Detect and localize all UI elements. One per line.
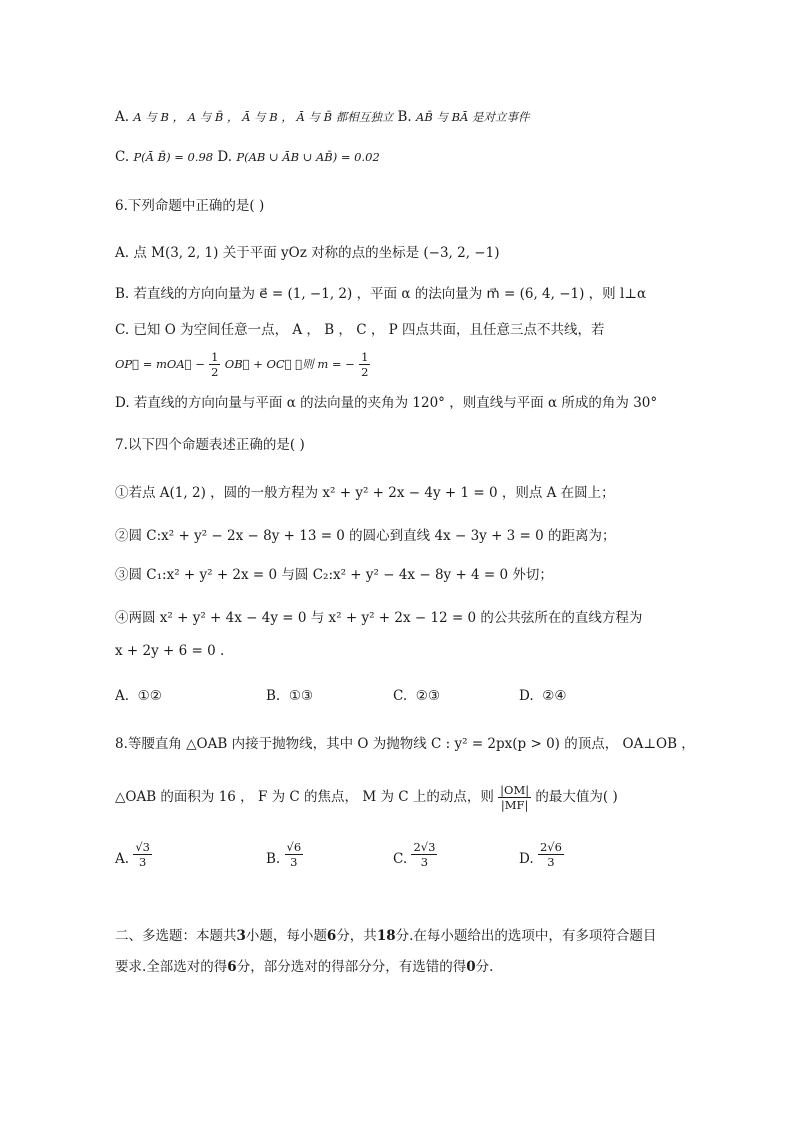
- section2-text: 分，共: [336, 928, 377, 944]
- section2-number: 18: [376, 928, 396, 944]
- fraction-denominator: 2: [361, 365, 369, 379]
- q7-option-b: [266, 686, 313, 706]
- section2-text: 分，部分选对的得部分分，有选错的得: [236, 959, 467, 975]
- q7-option-b-label: B.: [266, 688, 281, 704]
- q7-option-b-text: ①③: [288, 688, 314, 704]
- fraction-numerator: 1: [211, 350, 219, 364]
- q5-option-b-label: B.: [397, 109, 412, 125]
- section2-number: 3: [236, 928, 246, 944]
- fraction-numerator: 1: [361, 350, 369, 364]
- fraction-denominator: 3: [139, 855, 147, 869]
- q7-option-c: [393, 686, 440, 706]
- q5-option-b-text: AB̄ 与 BĀ 是对立事件: [416, 110, 530, 124]
- fraction-denominator: |MF|: [500, 798, 529, 812]
- q8-ratio-fraction: [498, 783, 531, 812]
- q8-stem-line2: [115, 783, 734, 812]
- q7-option-a: [115, 686, 162, 706]
- fraction-numerator: √6: [286, 840, 302, 854]
- q7-option-c-text: ②③: [415, 688, 440, 704]
- fraction-denominator: 3: [290, 855, 298, 869]
- q8-option-d-fraction: [538, 840, 564, 869]
- q8-option-c: [393, 840, 437, 869]
- section2-text: 二、多选题：本题共: [115, 928, 237, 944]
- section2-number: 6: [326, 928, 337, 944]
- q7-item-1: ①若点 A(1, 2) ，圆的一般方程为 x² + y² + 2x − 4y + 1 = 0 ，则点 A 在圆上；: [115, 485, 615, 501]
- q7-stem: 7.以下四个命题表述正确的是( ): [115, 437, 305, 453]
- section2-number: 0: [466, 959, 476, 975]
- q5-option-c-label: C.: [115, 149, 130, 165]
- fraction-denominator: 3: [420, 855, 429, 869]
- section2-text: 分.: [475, 959, 494, 975]
- q7-item-2: ②圆 C:x² + y² − 2x − 8y + 13 = 0 的圆心到直线 4x − 3y + 3 = 0 的距离为；: [115, 528, 616, 544]
- q7-item-3: ③圆 C₁:x² + y² + 2x = 0 与圆 C₂:x² + y² − 4x − 8y + 4 = 0 外切；: [115, 567, 553, 583]
- fraction-numerator: 2√3: [413, 840, 436, 854]
- section2-text: 要求.全部选对的得: [115, 959, 228, 975]
- q8-stem-line2-post: 的最大值为( ): [535, 789, 618, 805]
- q8-stem-line1: 8.等腰直角 △OAB 内接于抛物线，其中 O 为抛物线 C : y² = 2px(p > 0) 的顶点， OA⊥OB ，: [115, 736, 695, 752]
- section2-number: 6: [227, 959, 237, 975]
- q5-option-a-label: A.: [115, 109, 130, 125]
- q6-option-c-fraction-m: [359, 350, 370, 379]
- q7-option-d-text: ②④: [542, 688, 567, 704]
- q5-option-d-label: D.: [217, 149, 233, 165]
- q7-option-c-label: C.: [393, 688, 408, 704]
- q5-options-ab: [115, 107, 734, 127]
- q7-option-d: [519, 686, 566, 706]
- q8-option-a-fraction: [133, 840, 152, 869]
- q8-option-b-fraction: [285, 840, 304, 869]
- q6-option-b: B. 若直线的方向向量为 e⃗ = (1, −1, 2) ，平面 α 的法向量为 m⃗ = (6, 4, −1) ，则 l⊥α: [115, 286, 647, 302]
- section2-text: 分.在每小题给出的选项中，有多项符合题目: [395, 928, 657, 944]
- q6-option-c-eq-pre: OP⃗ = mOA⃗ −: [115, 357, 205, 371]
- section2-instructions-line2: [115, 957, 734, 977]
- q7-item-4-line1: ④两圆 x² + y² + 4x − 4y = 0 与 x² + y² + 2x − 12 = 0 的公共弦所在的直线方程为: [115, 610, 643, 626]
- fraction-denominator: 3: [547, 855, 555, 869]
- q6-stem: 6.下列命题中正确的是( ): [115, 198, 265, 214]
- q6-option-c-eq-mid: OB⃗ + OC⃗ ，则 m = −: [224, 357, 355, 371]
- fraction-numerator: 2√6: [539, 840, 562, 854]
- q8-stem-line2-pre: △OAB 的面积为 16 ， F 为 C 的焦点， M 为 C 上的动点，则: [115, 789, 494, 805]
- q5-options-cd: [115, 147, 734, 167]
- q8-option-a-label: A.: [115, 851, 130, 867]
- q8-option-b-label: B.: [266, 851, 281, 867]
- q8-option-d-label: D.: [519, 851, 534, 867]
- section2-text: 小题，每小题: [245, 928, 327, 944]
- q6-option-d: D. 若直线的方向向量与平面 α 的法向量的夹角为 120° ，则直线与平面 α 所成的角为 30°: [115, 395, 658, 411]
- q8-option-c-label: C.: [393, 851, 408, 867]
- q7-item-4-line2: x + 2y + 6 = 0 .: [115, 643, 225, 659]
- q7-option-d-label: D.: [519, 688, 534, 704]
- q6-option-c-line2: [115, 350, 734, 379]
- q7-option-a-text: ①②: [137, 688, 162, 704]
- q8-option-b: [266, 840, 303, 869]
- q8-option-c-fraction: [411, 840, 437, 869]
- section2-instructions-line1: [115, 926, 734, 946]
- fraction-numerator: |OM|: [500, 783, 530, 797]
- q5-option-d-text: P(AB ∪ ĀB ∪ AB̄) = 0.02: [236, 150, 380, 164]
- fraction-denominator: 2: [211, 365, 219, 379]
- q8-option-a: [115, 840, 152, 869]
- q6-option-c-fraction: [209, 350, 220, 379]
- fraction-numerator: √3: [135, 840, 150, 854]
- q6-option-c-line1: C. 已知 O 为空间任意一点， A ， B ， C ， P 四点共面，且任意三点不共线，若: [115, 322, 605, 338]
- q5-option-a-text: A 与 B ， A 与 B̄ ， Ā 与 B ， Ā 与 B̄ 都相互独立: [133, 110, 394, 124]
- q6-option-a: A. 点 M(3, 2, 1) 关于平面 yOz 对称的点的坐标是 (−3, 2, −1): [115, 245, 500, 261]
- q8-option-d: [519, 840, 564, 869]
- q5-option-c-text: P(Ā B̄) = 0.98: [133, 150, 214, 164]
- q7-option-a-label: A.: [115, 688, 130, 704]
